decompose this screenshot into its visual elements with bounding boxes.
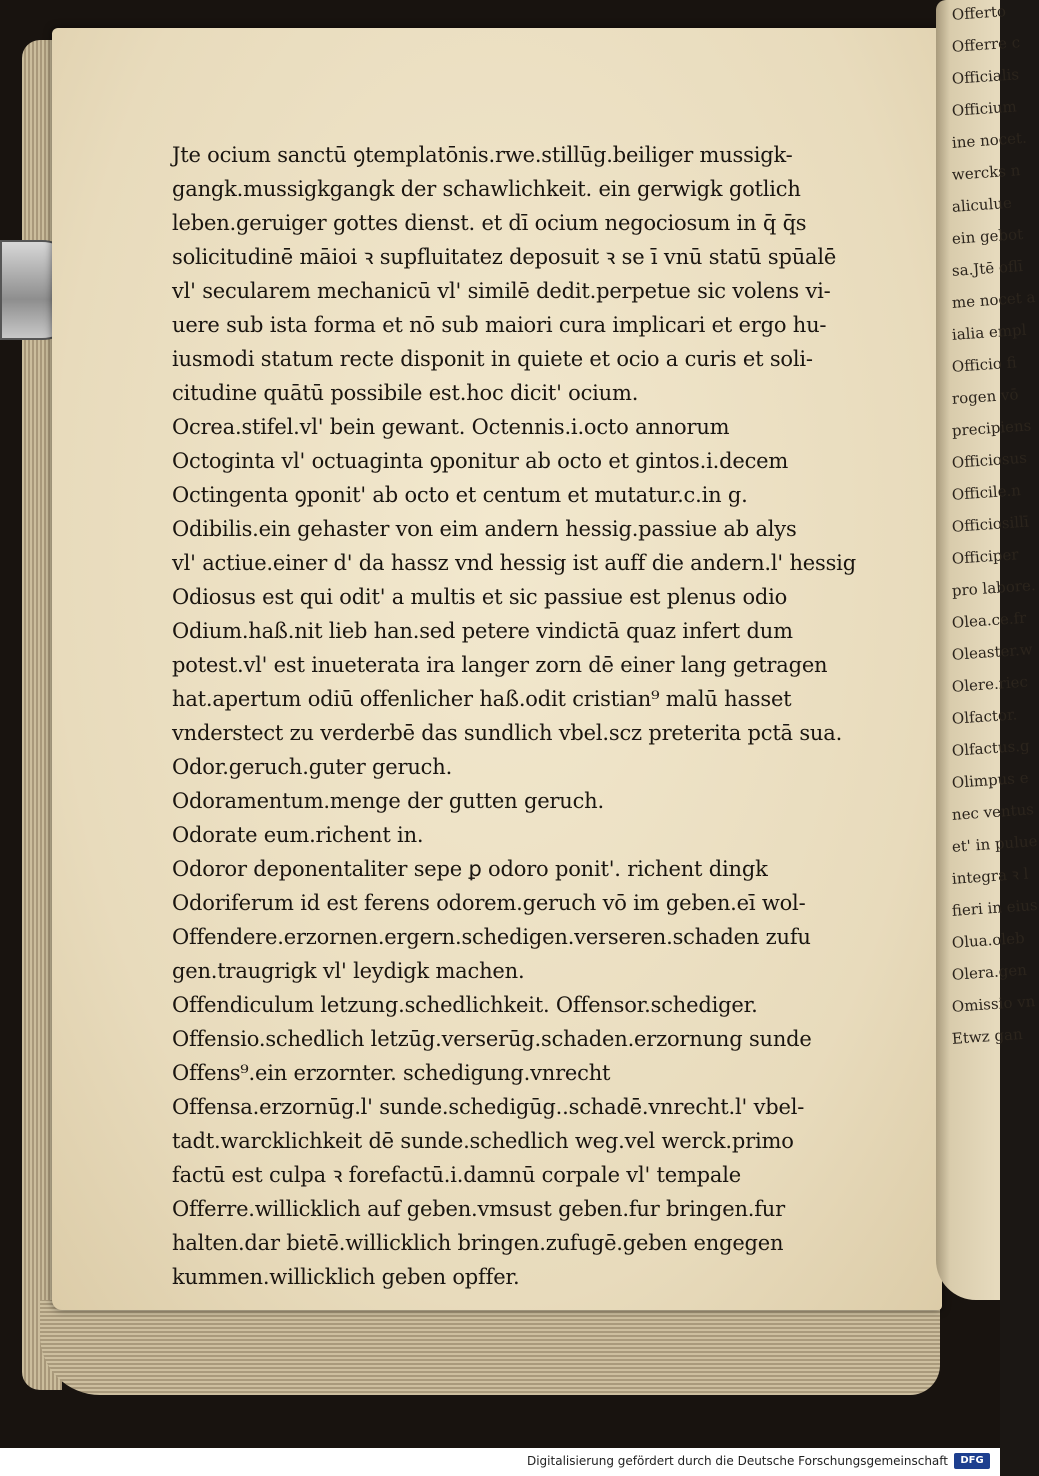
text-line: Odoramentum.menge der gutten geruch.	[172, 789, 604, 813]
book-bottom-edge	[40, 1300, 940, 1395]
right-page-line: Olere.riec	[951, 672, 1029, 696]
right-page-line: rogen vō	[951, 385, 1020, 408]
right-page-line: Officiper	[951, 545, 1020, 568]
right-page-line: ialia empl	[951, 320, 1027, 344]
text-line: potest.vl' est inueterata ira langer zorn dē einer lang getragen	[172, 653, 828, 677]
right-page-line: Olfactor.	[951, 705, 1018, 728]
text-line: Offendere.erzornen.ergern.schedigen.verseren.schaden zufu	[172, 925, 811, 949]
text-line: tadt.warcklichkeit dē sunde.schedlich weg.vel werck.primo	[172, 1129, 794, 1153]
right-page-line: wercks n	[951, 161, 1021, 184]
text-line: Odoror deponentaliter sepe ꝑ odoro ponit'. richent dingk	[172, 857, 768, 881]
right-page-line: Officium	[951, 97, 1018, 120]
right-page-line: sa.Jtē oflī	[951, 256, 1024, 280]
text-line: Odoriferum id est ferens odorem.geruch vō im geben.eī wol-	[172, 891, 806, 915]
text-line: uere sub ista forma et nō sub maiori cura implicari et ergo hu-	[172, 313, 827, 337]
digitization-note: Digitalisierung gefördert durch die Deutsche Forschungsgemeinschaft	[526, 1454, 948, 1468]
text-line: halten.dar bietē.willicklich bringen.zufugē.geben engegen	[172, 1231, 784, 1255]
main-text-block	[172, 138, 862, 1294]
right-page-line: Officile.n	[951, 481, 1022, 504]
text-line: Octingenta ꝯponit' ab octo et centum et mutatur.c.in g.	[172, 483, 748, 507]
right-page-line: Officio fi	[951, 353, 1018, 376]
right-page-line: pro labore.	[951, 576, 1037, 600]
right-page	[936, 0, 1039, 1300]
text-line: vl' actiue.einer d' da hassz vnd hessig ist auff die andern.l' hessig	[172, 551, 856, 575]
text-line: Odium.haß.nit lieb han.sed petere vindictā quaz infert dum	[172, 619, 793, 643]
right-page-line: ine nocet.	[951, 128, 1028, 152]
text-line: Odorate eum.richent in.	[172, 823, 424, 847]
text-line: leben.geruiger gottes dienst. et dī ocium negociosum in q̄ q̄s	[172, 211, 807, 235]
right-page-line: integra ꝛ l	[951, 864, 1029, 888]
text-line: citudine quātū possibile est.hoc dicit' ocium.	[172, 381, 639, 405]
right-page-line: Etwz gan	[951, 1024, 1024, 1048]
text-line: Odiosus est qui odit' a multis et sic passiue est plenus odio	[172, 585, 788, 609]
text-line: Offendiculum letzung.schedlichkeit. Offensor.schediger.	[172, 993, 758, 1017]
right-page-line: Officialis	[951, 65, 1020, 88]
text-line: iusmodi statum recte disponit in quiete et ocio a curis et soli-	[172, 347, 813, 371]
text-line: Offensio.schedlich letzūg.verserūg.schaden.erzornung sunde	[172, 1027, 812, 1051]
right-page-line: Omissio vn	[951, 992, 1036, 1016]
footer-bar	[0, 1448, 1000, 1476]
text-line: gen.traugrigk vl' leydigk machen.	[172, 959, 525, 983]
text-line: Odor.geruch.guter geruch.	[172, 755, 453, 779]
right-page-line: Officiosillī	[951, 512, 1030, 536]
text-line: solicitudinē māioi ꝛ supfluitatez deposuit ꝛ se ī vnū statū spūalē	[172, 245, 837, 269]
right-page-line: et' in pulue	[951, 831, 1039, 856]
text-line: gangk.mussigkgangk der schawlichkeit. ein gerwigk gotlich	[172, 177, 801, 201]
text-line: Offensa.erzornūg.l' sunde.schedigūg..schadē.vnrecht.l' vbel-	[172, 1095, 805, 1119]
text-line: kummen.willicklich geben opffer.	[172, 1265, 520, 1289]
right-page-line: ein gebot	[951, 224, 1024, 248]
text-line: vnderstect zu verderbē das sundlich vbel.scz preterita pctā sua.	[172, 721, 843, 745]
right-page-line: precipiens	[951, 416, 1032, 440]
text-line: Jte ocium sanctū ꝯtemplatōnis.rwe.stillūg.beiliger mussigk-	[172, 143, 793, 167]
text-line: factū est culpa ꝛ forefactū.i.damnū corpale vl' tempale	[172, 1163, 741, 1187]
text-line: vl' secularem mechanicū vl' similē dedit.perpetue sic volens vi-	[172, 279, 831, 303]
right-page-line: Olea.ce.fr	[951, 608, 1027, 632]
right-page-line: fieri in eius	[951, 895, 1039, 920]
right-page-line: aliculue	[951, 193, 1013, 216]
right-page-line: nec ventus	[951, 800, 1035, 824]
text-line: Offens⁹.ein erzornter. schedigung.vnrecht	[172, 1061, 611, 1085]
text-line: Offerre.willicklich auf geben.vmsust geben.fur bringen.fur	[172, 1197, 785, 1221]
dfg-logo: DFG	[954, 1453, 990, 1469]
text-line: Octoginta vl' octuaginta ꝯponitur ab octo et gintos.i.decem	[172, 449, 789, 473]
right-page-line: Offerre c	[951, 33, 1021, 56]
right-page-line: Olfactus.g	[951, 736, 1031, 760]
right-page-line: Offerto	[951, 2, 1007, 24]
text-line: Odibilis.ein gehaster von eim andern hessig.passiue ab alys	[172, 517, 797, 541]
text-line: hat.apertum odiū offenlicher haß.odit cristian⁹ malū hasset	[172, 687, 792, 711]
right-page-line: Olera.gen	[951, 960, 1028, 984]
text-line: Ocrea.stifel.vl' bein gewant. Octennis.i.octo annorum	[172, 415, 730, 439]
right-page-line: Officiosus	[951, 448, 1028, 472]
right-page-line: Olimpus e	[951, 768, 1030, 792]
right-page-line: Olua.oleb	[951, 928, 1026, 952]
right-page-line: me nocet a	[951, 288, 1036, 312]
right-page-line: Oleaster.w	[951, 640, 1034, 664]
